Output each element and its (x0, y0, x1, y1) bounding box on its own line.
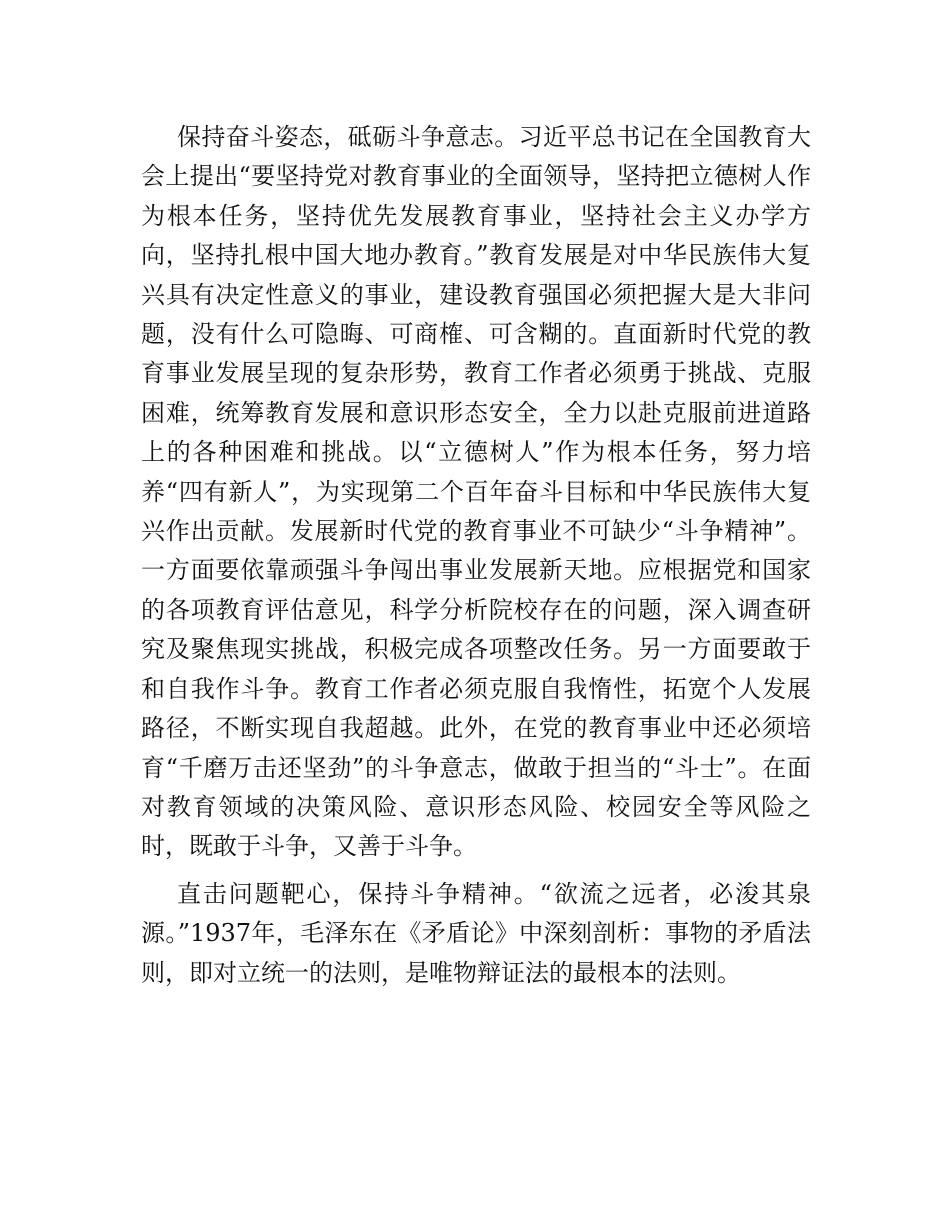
paragraph-struggle-spirit: 直击问题靶心，保持斗争精神。“欲流之远者，必浚其泉源。”1937年，毛泽东在《矛盾论》中深刻剖析：事物的矛盾法则，即对立统一的法则，是唯物辩证法的最根本的法则。 (141, 879, 811, 987)
document-body (141, 118, 811, 993)
paragraph-struggle-will: 保持奋斗姿态，砥砺斗争意志。习近平总书记在全国教育大会上提出“要坚持党对教育事业的全面领导，坚持把立德树人作为根本任务，坚持优先发展教育事业，坚持社会主义办学方向，坚持扎根中国大地办教育。”教育发展是对中华民族伟大复兴具有决定性意义的事业，建设教育强国必须把握大是大非问题，没有什么可隐晦、可商榷、可含糊的。直面新时代党的教育事业发展呈现的复杂形势，教育工作者必须勇于挑战、克服困难，统筹教育发展和意识形态安全，全力以赴克服前进道路上的各种困难和挑战。以“立德树人”作为根本任务，努力培养“四有新人”，为实现第二个百年奋斗目标和中华民族伟大复兴作出贡献。发展新时代党的教育事业不可缺少“斗争精神”。一方面要依靠顽强斗争闯出事业发展新天地。应根据党和国家的各项教育评估意见，科学分析院校存在的问题，深入调查研究及聚焦现实挑战，积极完成各项整改任务。另一方面要敢于和自我作斗争。教育工作者必须克服自我惰性，拓宽个人发展路径，不断实现自我超越。此外，在党的教育事业中还必须培育“千磨万击还坚劲”的斗争意志，做敢于担当的“斗士”。在面对教育领域的决策风险、意识形态风险、校园安全等风险之时，既敢于斗争，又善于斗争。 (141, 123, 811, 861)
